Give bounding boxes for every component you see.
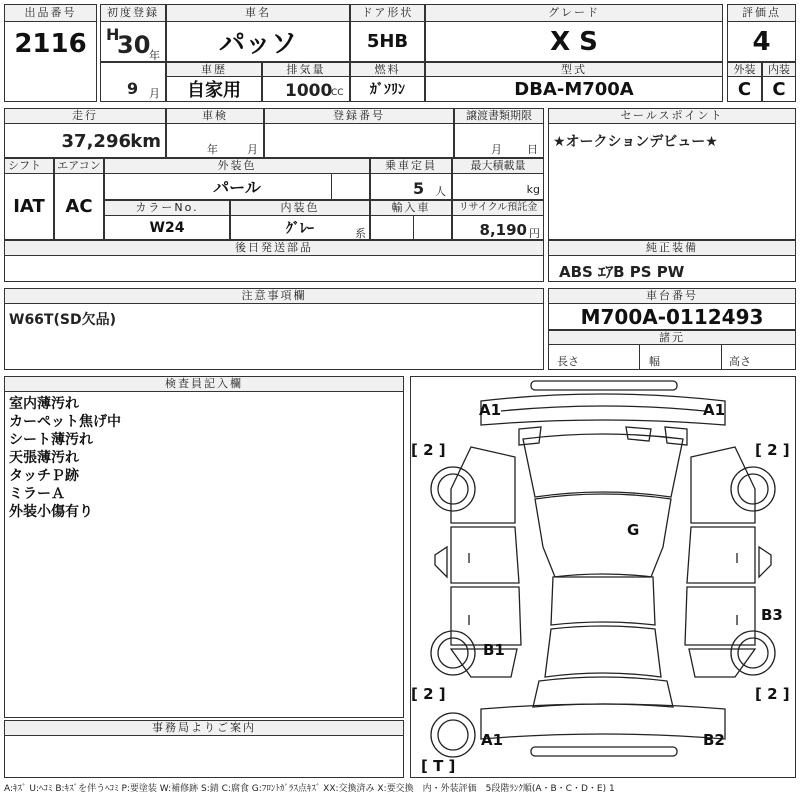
lot-number-label: 出品番号: [5, 5, 96, 22]
car-name-label: 車名: [167, 5, 349, 22]
aircon-box: [54, 158, 104, 240]
later-parts-label: 後日発送部品: [5, 241, 543, 256]
inspector-note: 室内薄汚れ: [9, 396, 79, 412]
lot-number-box: [4, 4, 97, 102]
max-load-label: 最大積載量: [453, 159, 543, 174]
recycle-unit: 円: [529, 227, 540, 240]
mark-t: [ T ]: [421, 757, 456, 775]
shift-value: IAT: [13, 196, 45, 217]
shift-box: [4, 158, 54, 240]
inspector-note: カーペット焦げ中: [9, 414, 121, 430]
score-label: 評価点: [728, 5, 795, 22]
caution-box: [4, 288, 544, 370]
recycle-box: [452, 200, 544, 240]
month-value: 9: [127, 79, 139, 98]
sales-point-label: セールスポイント: [549, 109, 795, 124]
first-registration-label: 初度登録: [101, 5, 165, 22]
transfer-deadline-label: 譲渡書類期限: [455, 109, 543, 124]
month-box: [100, 62, 166, 102]
inspection-year-unit: 年: [207, 143, 218, 156]
interior-score-value: C: [772, 78, 786, 100]
car-name-box: [166, 4, 350, 62]
fuel-label: 燃料: [351, 63, 424, 77]
door-type-label: ドア形状: [351, 5, 424, 22]
mark-g: G: [627, 521, 640, 539]
history-value: 自家用: [187, 80, 241, 101]
inspector-label: 検査員記入欄: [5, 377, 403, 392]
mark-a1-front-left: A1: [479, 401, 502, 419]
inspector-note: タッチＰ跡: [9, 468, 79, 484]
office-label: 事務局よりご案内: [5, 721, 403, 736]
history-box: [166, 62, 262, 102]
year-unit: 年: [149, 49, 160, 62]
chassis-number-box: [548, 288, 796, 330]
grade-box: [425, 4, 723, 62]
model-value: DBA-M700A: [514, 78, 634, 100]
registration-number-label: 登録番号: [265, 109, 453, 124]
equipment-box: [548, 240, 796, 282]
max-load-unit: kg: [526, 183, 540, 196]
car-name-value: パッソ: [218, 29, 297, 59]
color-number-box: [104, 200, 230, 240]
grade-label: グレード: [426, 5, 722, 22]
capacity-box: [370, 158, 452, 200]
transfer-day-unit: 日: [527, 143, 538, 156]
equipment-label: 純正装備: [549, 241, 795, 256]
dimensions-label: 諸元: [549, 331, 795, 345]
mark-b2: B2: [703, 731, 725, 749]
month-unit: 月: [149, 87, 160, 100]
divider: [639, 345, 640, 369]
inspector-note: ミラーＡ: [9, 486, 65, 502]
equipment-value: ABS ｴｱB PS PW: [559, 263, 685, 281]
office-box: [4, 720, 404, 778]
caution-value: W66T(SD欠品): [9, 312, 116, 328]
recycle-value: 8,190: [479, 221, 527, 239]
height-label: 高さ: [729, 355, 751, 368]
exterior-color-label: 外装色: [105, 159, 369, 174]
year-value: 30: [117, 31, 151, 59]
mark-2-left-bottom: [ 2 ]: [411, 685, 446, 703]
mileage-value: 37,296: [61, 131, 131, 152]
capacity-label: 乗車定員: [371, 159, 451, 174]
interior-color-unit: 系: [355, 227, 366, 240]
max-load-box: [452, 158, 544, 200]
exterior-score-label: 外装: [728, 63, 761, 77]
inspection-box: [166, 108, 264, 158]
displacement-label: 排気量: [263, 63, 349, 77]
width-label: 幅: [649, 355, 660, 368]
transfer-deadline-box: [454, 108, 544, 158]
interior-color-value: ｸﾞﾚｰ: [286, 220, 314, 237]
grade-value: X S: [550, 26, 598, 57]
capacity-unit: 人: [435, 185, 446, 198]
interior-color-box: [230, 200, 370, 240]
interior-score-box: [762, 62, 796, 102]
color-number-value: W24: [149, 219, 185, 236]
aircon-label: エアコン: [55, 159, 103, 174]
displacement-box: [262, 62, 350, 102]
mark-b1: B1: [483, 641, 505, 659]
import-label: 輸入車: [371, 201, 451, 216]
mark-a1-front-right: A1: [703, 401, 726, 419]
mark-2-right-top: [ 2 ]: [755, 441, 790, 459]
capacity-value: 5: [413, 179, 425, 198]
model-box: [425, 62, 723, 102]
car-diagram: [411, 377, 795, 777]
aircon-value: AC: [65, 196, 93, 217]
chassis-number-value: M700A-0112493: [580, 304, 764, 329]
chassis-number-label: 車台番号: [549, 289, 795, 304]
sales-point-value: ★オークションデビュー★: [553, 134, 718, 150]
exterior-score-box: [727, 62, 762, 102]
shift-label: シフト: [5, 159, 53, 174]
displacement-unit: CC: [331, 88, 344, 98]
recycle-label: リサイクル預託金: [453, 201, 543, 216]
divider: [721, 345, 722, 369]
mileage-label: 走行: [5, 109, 165, 124]
import-box: [370, 200, 452, 240]
color-number-label: カラーNo.: [105, 201, 229, 216]
inspection-label: 車検: [167, 109, 263, 124]
score-box: [727, 4, 796, 62]
inspection-month-unit: 月: [247, 143, 258, 156]
length-label: 長さ: [557, 355, 579, 368]
mark-2-right-bottom: [ 2 ]: [755, 685, 790, 703]
exterior-score-value: C: [737, 78, 752, 100]
interior-color-label: 内装色: [231, 201, 369, 216]
legend-text: A:ｷｽﾞ U:ﾍｺﾐ B:ｷｽﾞを伴うﾍｺﾐ P:要塗装 W:補修跡 S:錆 C:腐食 G:ﾌﾛﾝﾄｶﾞﾗｽ点ｷｽﾞ XX:交換済み X:要交換 内・外装評価 5段階ﾗﾝｸ順(A・B・C・D・E) 1: [4, 784, 615, 794]
divider: [331, 174, 332, 199]
mark-b3: B3: [761, 606, 783, 624]
car-diagram-box: [410, 376, 796, 778]
sales-point-box: [548, 108, 796, 240]
mileage-unit: km: [130, 131, 161, 152]
door-type-value: 5HB: [366, 31, 409, 52]
fuel-box: [350, 62, 425, 102]
inspector-notes: [9, 395, 121, 521]
divider: [413, 216, 414, 239]
score-value: 4: [752, 26, 771, 57]
lot-number-value: 2116: [14, 29, 87, 59]
fuel-value: ｶﾞｿﾘﾝ: [370, 82, 405, 98]
interior-score-label: 内装: [763, 63, 795, 77]
door-type-box: [350, 4, 425, 62]
model-label: 型式: [426, 63, 722, 77]
mileage-box: [4, 108, 166, 158]
inspector-note: シート薄汚れ: [9, 432, 93, 448]
inspector-note: 天張薄汚れ: [9, 450, 79, 466]
inspector-box: [4, 376, 404, 718]
exterior-color-box: [104, 158, 370, 200]
later-parts-box: [4, 240, 544, 282]
caution-label: 注意事項欄: [5, 289, 543, 304]
inspector-note: 外装小傷有り: [9, 504, 93, 520]
first-registration-box: [100, 4, 166, 62]
registration-number-box: [264, 108, 454, 158]
era-value: H: [106, 25, 120, 44]
exterior-color-value: パール: [213, 178, 261, 197]
mark-2-left-top: [ 2 ]: [411, 441, 446, 459]
mark-a1-rear-left: A1: [481, 731, 504, 749]
transfer-month-unit: 月: [491, 143, 502, 156]
dimensions-box: [548, 330, 796, 370]
history-label: 車歴: [167, 63, 261, 77]
displacement-value: 1000: [285, 81, 333, 101]
